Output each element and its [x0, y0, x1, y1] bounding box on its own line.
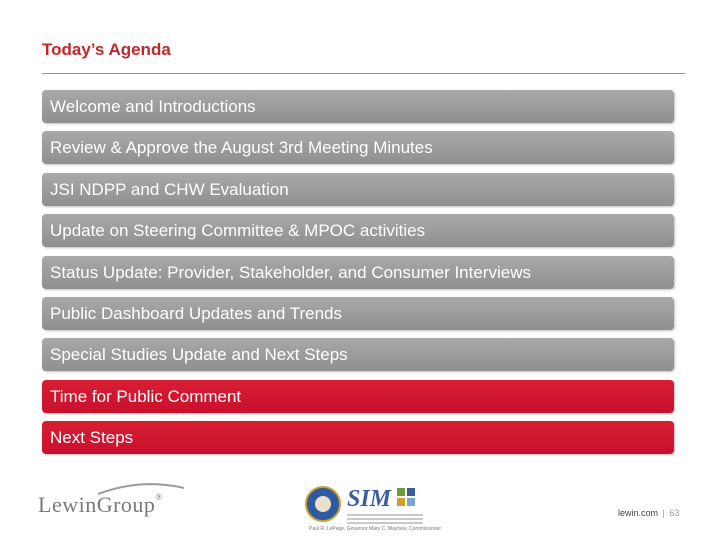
registered-mark: ®	[155, 492, 163, 502]
sim-tagline-lines	[347, 514, 423, 526]
lewin-group-logo	[38, 492, 163, 518]
title-divider	[42, 73, 685, 74]
agenda-item: JSI NDPP and CHW Evaluation	[42, 173, 674, 206]
state-seal-icon	[305, 486, 341, 522]
page-number: 63	[669, 508, 680, 518]
agenda-item: Special Studies Update and Next Steps	[42, 338, 674, 371]
agenda-item: Status Update: Provider, Stakeholder, and Consumer Interviews	[42, 256, 674, 289]
separator: |	[662, 508, 665, 518]
agenda-item: Public Dashboard Updates and Trends	[42, 297, 674, 330]
agenda-item: Update on Steering Committee & MPOC activities	[42, 214, 674, 247]
slide-title: Today’s Agenda	[42, 40, 171, 59]
agenda-item: Welcome and Introductions	[42, 90, 674, 123]
slide-footer	[0, 480, 720, 540]
agenda-item: Review & Approve the August 3rd Meeting Minutes	[42, 131, 674, 164]
lewin-group-logo-text: LewinGroup	[38, 492, 156, 517]
sim-logo-text: SIM	[347, 486, 392, 512]
agenda-list	[42, 90, 674, 463]
sim-caption: Paul R. LePage, Governor Mary C. Mayhew, Commissioner	[309, 526, 441, 532]
agenda-item-highlighted: Time for Public Comment	[42, 380, 674, 413]
agenda-item-highlighted: Next Steps	[42, 421, 674, 454]
site-url: lewin.com	[618, 508, 659, 518]
sim-logo	[305, 486, 441, 534]
sim-x-icon	[397, 488, 415, 506]
logo-swoosh-icon	[96, 482, 186, 496]
page-info	[618, 508, 679, 518]
